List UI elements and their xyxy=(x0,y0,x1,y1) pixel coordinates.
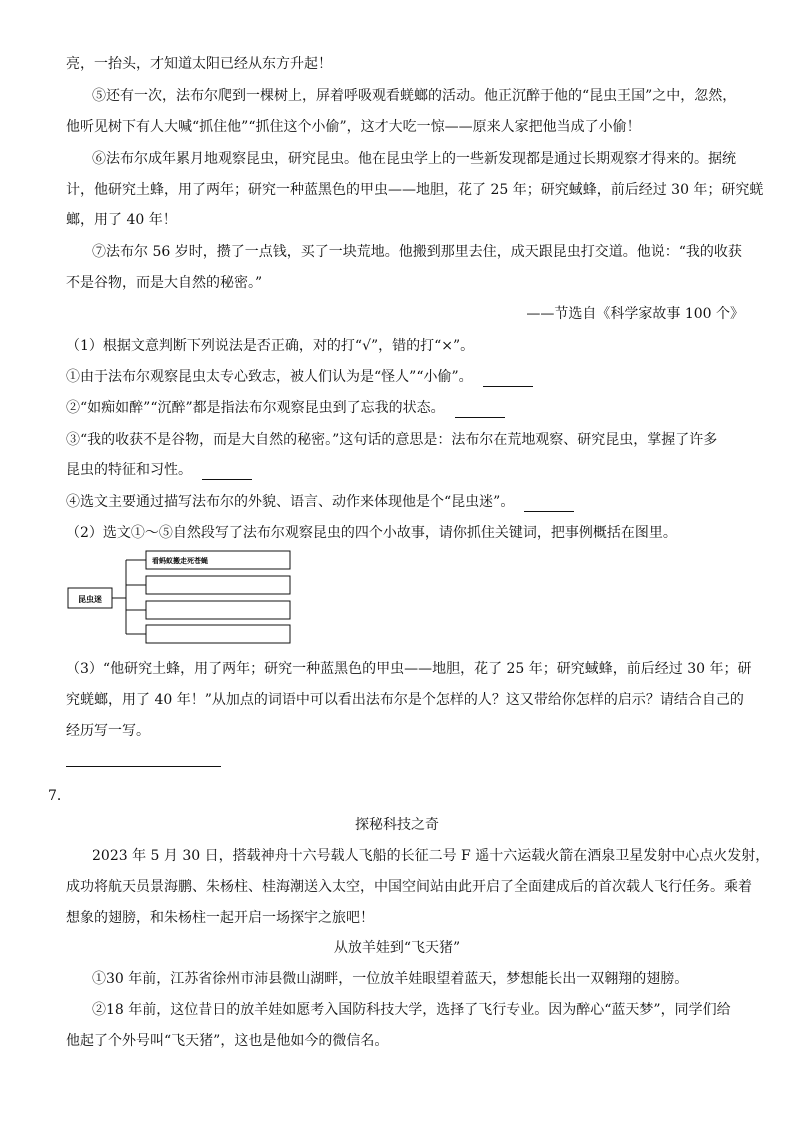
answer-blank[interactable] xyxy=(455,403,505,418)
question-3-line: 究蜣螂，用了 40 年！”从加点的词语中可以看出法布尔是个怎样的人？这又带给你怎样的启示？请结合自己的 xyxy=(66,692,744,708)
text-line: 螂，用了 40 年！ xyxy=(66,212,177,228)
diagram-answer-box[interactable] xyxy=(146,601,290,619)
intro-line: 想象的翅膀，和朱杨柱一起开启一场探宇之旅吧！ xyxy=(66,910,374,926)
section-subtitle: 从放羊娃到“飞天猪” xyxy=(333,940,461,956)
paragraph-line: 他起了个外号叫“飞天猪”，这也是他如今的微信名。 xyxy=(66,1033,389,1049)
diagram-root-label: 昆虫迷 xyxy=(78,595,102,604)
question-3-line: 经历写一写。 xyxy=(66,723,150,739)
question-7-number: 7． xyxy=(48,788,71,804)
answer-blank[interactable] xyxy=(524,497,574,512)
text-line: 计，他研究土蜂，用了两年；研究一种蓝黑色的甲虫——地胆，花了 25 年；研究蜮蜂，前后经过 30 年；研究蜣 xyxy=(66,182,764,198)
intro-line: 2023 年 5 月 30 日，搭载神舟十六号载人飞船的长征二号 F 遥十六运载火箭在酒泉卫星发射中心点火发射， xyxy=(92,848,770,864)
question-1-item: ①由于法布尔观察昆虫太专心致志，被人们认为是“怪人”“小偷”。 xyxy=(66,367,533,387)
question-1-item: ④选文主要通过描写法布尔的外貌、语言、动作来体现他是个“昆虫迷”。 xyxy=(66,492,574,512)
question-1-stem: （1）根据文意判断下列说法是否正确，对的打“√”，错的打“×”。 xyxy=(66,338,475,354)
question-2-stem: （2）选文①～⑤自然段写了法布尔观察昆虫的四个小故事，请你抓住关键词，把事例概括在图里。 xyxy=(66,525,677,541)
text-line: ⑥法布尔成年累月地观察昆虫，研究昆虫。他在昆虫学上的一些新发现都是通过长期观察才得来的。据统 xyxy=(92,151,736,167)
text-line: 他听见树下有人大喊“抓住他”“抓住这个小偷”，这才大吃一惊——原来人家把他当成了小偷！ xyxy=(66,119,641,135)
paragraph-line: ①30 年前，江苏省徐州市沛县微山湖畔，一位放羊娃眼望着蓝天，梦想能长出一双翱翔的翅膀。 xyxy=(92,971,689,987)
question-1-item: ②“如痴如醉”“沉醉”都是指法布尔观察昆虫到了忘我的状态。 xyxy=(66,398,505,418)
diagram-answer-box[interactable] xyxy=(146,625,290,643)
text-line: ⑦法布尔 56 岁时，攒了一点钱，买了一块荒地。他搬到那里去住，成天跟昆虫打交道。他说：“我的收获 xyxy=(92,244,742,260)
text-line: ⑤还有一次，法布尔爬到一棵树上，屏着呼吸观看蜣螂的活动。他正沉醉于他的“昆虫王国”之中，忽然， xyxy=(92,88,737,104)
paragraph-line: ②18 年前，这位昔日的放羊娃如愿考入国防科技大学，选择了飞行专业。因为醉心“蓝天梦”，同学们给 xyxy=(92,1002,731,1018)
answer-line[interactable] xyxy=(66,766,221,767)
text-line: 亮，一抬头，才知道太阳已经从东方升起！ xyxy=(66,56,332,72)
answer-blank[interactable] xyxy=(202,465,252,480)
question-3-line: （3）“他研究土蜂，用了两年；研究一种蓝黑色的甲虫——地胆，花了 25 年；研究蜮蜂，前后经过 30 年；研 xyxy=(66,661,752,677)
source-citation: ——节选自《科学家故事 100 个》 xyxy=(526,306,744,322)
event-diagram xyxy=(66,548,296,648)
section-title: 探秘科技之奇 xyxy=(355,817,439,833)
diagram-answer-box-text: 看蚂蚁搬走死苍蝇 xyxy=(152,557,208,565)
diagram-answer-box[interactable] xyxy=(146,576,290,594)
question-1-item: 昆虫的特征和习性。 xyxy=(66,460,252,480)
question-1-item: ③“我的收获不是谷物，而是大自然的秘密。”这句话的意思是：法布尔在荒地观察、研究昆虫，掌握了许多 xyxy=(66,432,718,448)
answer-blank[interactable] xyxy=(483,372,533,387)
text-line: 不是谷物，而是大自然的秘密。” xyxy=(66,275,263,291)
intro-line: 成功将航天员景海鹏、朱杨柱、桂海潮送入太空，中国空间站由此开启了全面建成后的首次载人飞行任务。乘着 xyxy=(66,879,752,895)
